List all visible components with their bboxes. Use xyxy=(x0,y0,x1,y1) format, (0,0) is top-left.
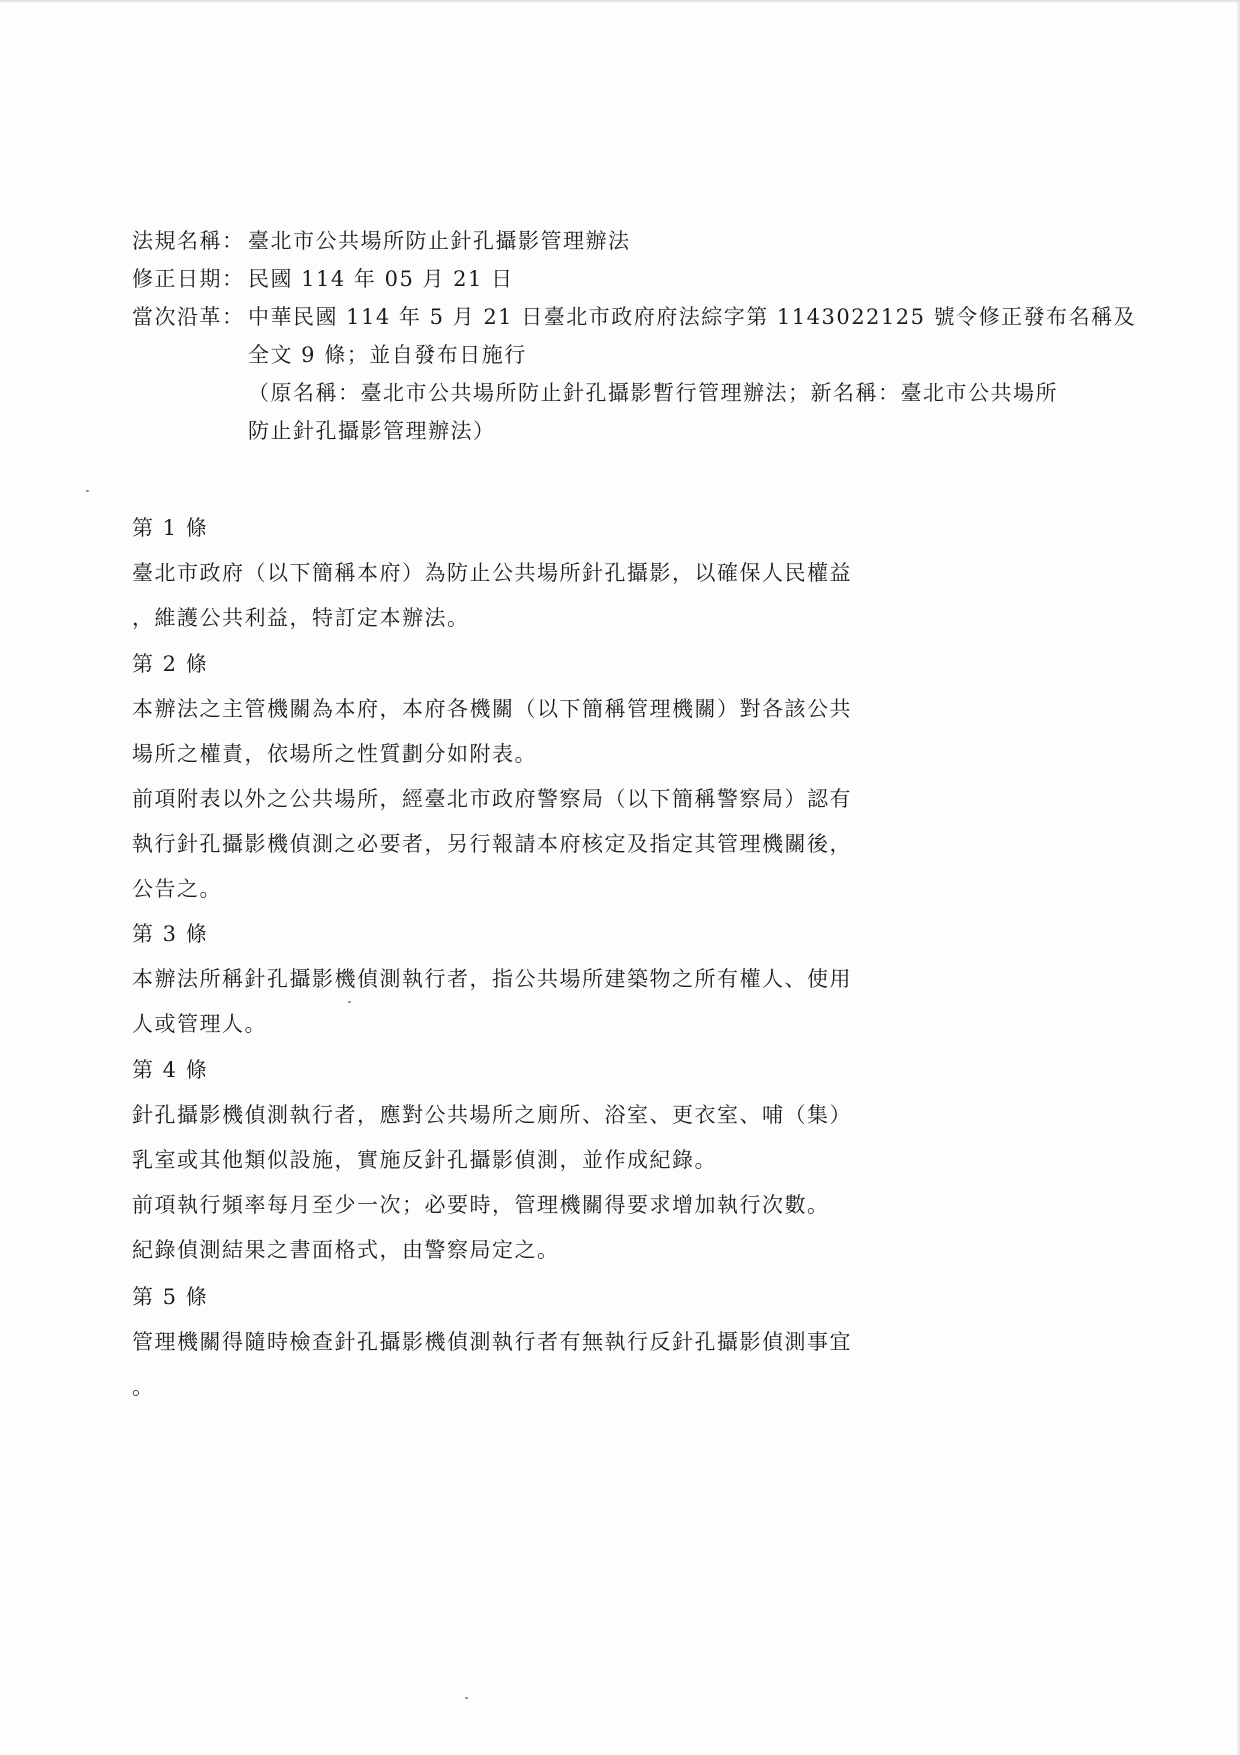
article-text-line: 本辦法所稱針孔攝影機偵測執行者，指公共場所建築物之所有權人、使用 xyxy=(132,967,852,991)
amendment-date-value: 民國 114 年 05 月 21 日 xyxy=(248,267,514,291)
article-text-line: 公告之。 xyxy=(132,877,222,901)
amendment-date-row xyxy=(132,260,1132,298)
regulation-name-label: 法規名稱： xyxy=(132,229,245,253)
amendment-date-label: 修正日期： xyxy=(132,267,245,291)
amendment-history-label: 當次沿革： xyxy=(132,305,245,329)
article-text-line: 乳室或其他類似設施，實施反針孔攝影偵測，並作成紀錄。 xyxy=(132,1148,717,1172)
article-text-line: 針孔攝影機偵測執行者，應對公共場所之廁所、浴室、更衣室、哺（集） xyxy=(132,1103,852,1127)
article-title: 第 2 條 xyxy=(132,652,209,676)
regulation-name-value: 臺北市公共場所防止針孔攝影管理辦法 xyxy=(248,229,631,253)
article-1 xyxy=(132,505,852,641)
article-5 xyxy=(132,1274,852,1410)
history-line: 全文 9 條；並自發布日施行 xyxy=(248,343,527,367)
amendment-history-text xyxy=(248,298,1136,450)
article-text-line: 本辦法之主管機關為本府，本府各機關（以下簡稱管理機關）對各該公共 xyxy=(132,697,852,721)
history-line: 防止針孔攝影管理辦法） xyxy=(248,419,496,443)
article-text-line: 人或管理人。 xyxy=(132,1012,267,1036)
article-title: 第 5 條 xyxy=(132,1285,209,1309)
history-line: 中華民國 114 年 5 月 21 日臺北市政府府法綜字第 1143022125 號令修正發布名稱及 xyxy=(248,305,1137,329)
article-text-line: 前項執行頻率每月至少一次；必要時，管理機關得要求增加執行次數。 xyxy=(132,1193,830,1217)
article-2 xyxy=(132,641,852,912)
article-text-line: 紀錄偵測結果之書面格式，由警察局定之。 xyxy=(132,1238,560,1262)
article-3 xyxy=(132,911,852,1047)
article-text-line: 場所之權責，依場所之性質劃分如附表。 xyxy=(132,742,537,766)
scan-speck xyxy=(465,1697,468,1699)
article-title: 第 4 條 xyxy=(132,1058,209,1082)
regulation-name-row xyxy=(132,222,1132,260)
article-4 xyxy=(132,1047,852,1273)
scan-edge-right xyxy=(1236,0,1240,1755)
article-text-line: 。 xyxy=(132,1375,155,1399)
article-text-line: ，維護公共利益，特訂定本辦法。 xyxy=(132,606,470,630)
regulation-header xyxy=(132,222,1137,450)
article-text-line: 前項附表以外之公共場所，經臺北市政府警察局（以下簡稱警察局）認有 xyxy=(132,787,852,811)
scan-speck xyxy=(86,490,89,492)
article-title: 第 3 條 xyxy=(132,922,209,946)
history-line: （原名稱：臺北市公共場所防止針孔攝影暫行管理辦法；新名稱：臺北市公共場所 xyxy=(248,381,1058,405)
article-text-line: 執行針孔攝影機偵測之必要者，另行報請本府核定及指定其管理機關後， xyxy=(132,832,852,856)
article-title: 第 1 條 xyxy=(132,516,209,540)
scan-edge-top xyxy=(0,0,1240,3)
article-text-line: 臺北市政府（以下簡稱本府）為防止公共場所針孔攝影，以確保人民權益 xyxy=(132,561,852,585)
scan-speck xyxy=(348,1001,351,1003)
amendment-history-row xyxy=(132,298,1137,450)
article-text-line: 管理機關得隨時檢查針孔攝影機偵測執行者有無執行反針孔攝影偵測事宜 xyxy=(132,1330,852,1354)
